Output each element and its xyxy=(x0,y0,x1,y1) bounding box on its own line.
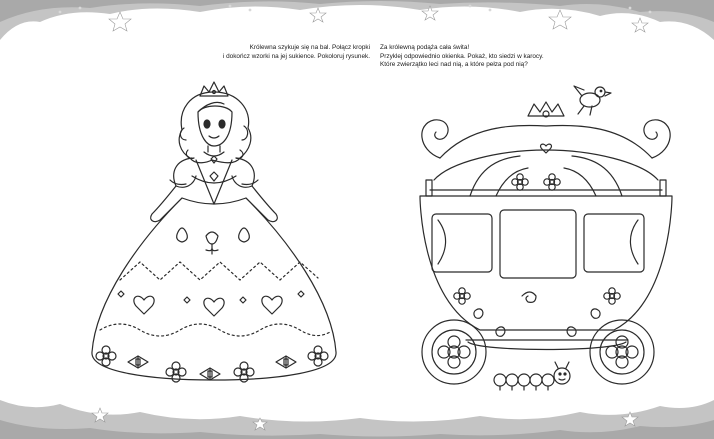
bird-drawing xyxy=(574,86,611,115)
right-caption-line-1: Za królewną podąża cała świta! xyxy=(380,44,470,51)
left-caption-line-2: i dokończ wzorki na jej sukience. Pokoloruj rysunek. xyxy=(222,52,370,60)
carriage-window-center xyxy=(500,210,576,278)
princess-illustration xyxy=(92,82,336,382)
carriage-window-right xyxy=(584,214,644,272)
carriage-illustration xyxy=(420,86,672,390)
right-caption-line-3: Które zwierzątko leci nad nią, a które pełza pod nią? xyxy=(380,61,528,69)
caterpillar-drawing xyxy=(494,362,570,390)
wheel-right xyxy=(590,320,654,384)
carriage-window-left xyxy=(432,214,492,272)
left-caption-line-1: Królewna szykuje się na bal. Połącz kropki xyxy=(249,44,370,51)
right-caption-line-2: Przyklej odpowiednio okienka. Pokaż, kto siedzi w karocy. xyxy=(380,52,544,60)
wheel-left xyxy=(422,320,486,384)
